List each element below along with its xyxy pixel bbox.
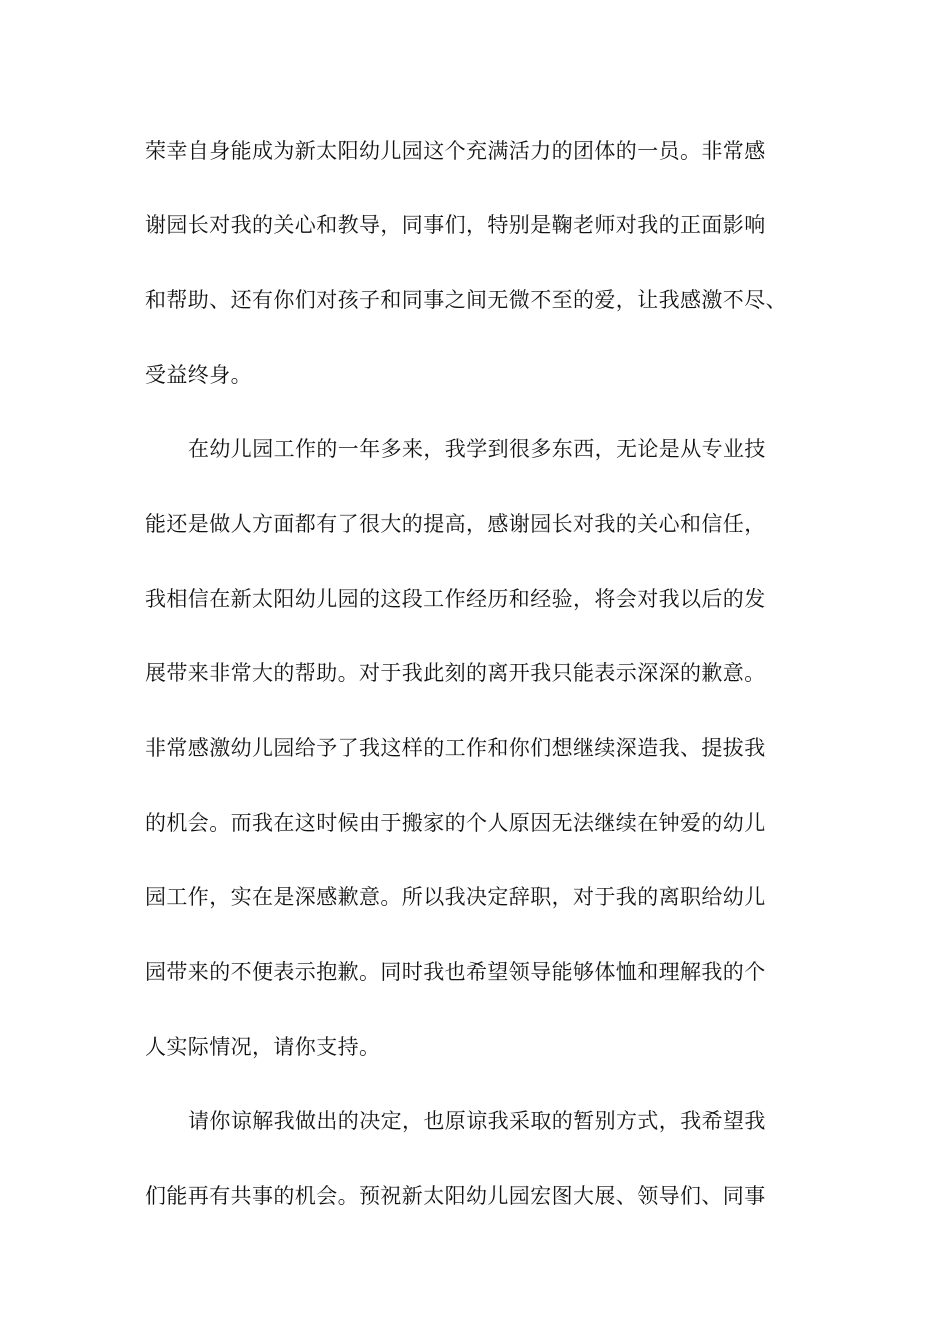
body-text-line: 园工作，实在是深感歉意。所以我决定辞职，对于我的离职给幼儿 <box>145 885 766 909</box>
body-text-line: 园带来的不便表示抱歉。同时我也希望领导能够体恤和理解我的个 <box>145 960 766 984</box>
body-text-line: 人实际情况，请你支持。 <box>145 1035 381 1059</box>
paragraph-first-line: 在幼儿园工作的一年多来，我学到很多东西，无论是从专业技 <box>188 437 766 461</box>
body-text-line: 和帮助、还有你们对孩子和同事之间无微不至的爱，让我感激不尽、 <box>145 288 787 312</box>
body-text-line: 的机会。而我在这时候由于搬家的个人原因无法继续在钟爱的幼儿 <box>145 811 766 835</box>
body-text-line: 谢园长对我的关心和教导，同事们，特别是鞠老师对我的正面影响 <box>145 213 766 237</box>
body-text-line: 们能再有共事的机会。预祝新太阳幼儿园宏图大展、领导们、同事 <box>145 1184 766 1208</box>
paragraph-first-line: 请你谅解我做出的决定，也原谅我采取的暂别方式，我希望我 <box>188 1109 766 1133</box>
body-text-line: 受益终身。 <box>145 363 252 387</box>
body-text-line: 我相信在新太阳幼儿园的这段工作经历和经验，将会对我以后的发 <box>145 587 766 611</box>
body-text-line: 非常感激幼儿园给予了我这样的工作和你们想继续深造我、提拔我 <box>145 736 766 760</box>
body-text-line: 展带来非常大的帮助。对于我此刻的离开我只能表示深深的歉意。 <box>145 661 766 685</box>
body-text-line: 能还是做人方面都有了很大的提高，感谢园长对我的关心和信任， <box>145 512 766 536</box>
body-text-line: 荣幸自身能成为新太阳幼儿园这个充满活力的团体的一员。非常感 <box>145 139 766 163</box>
